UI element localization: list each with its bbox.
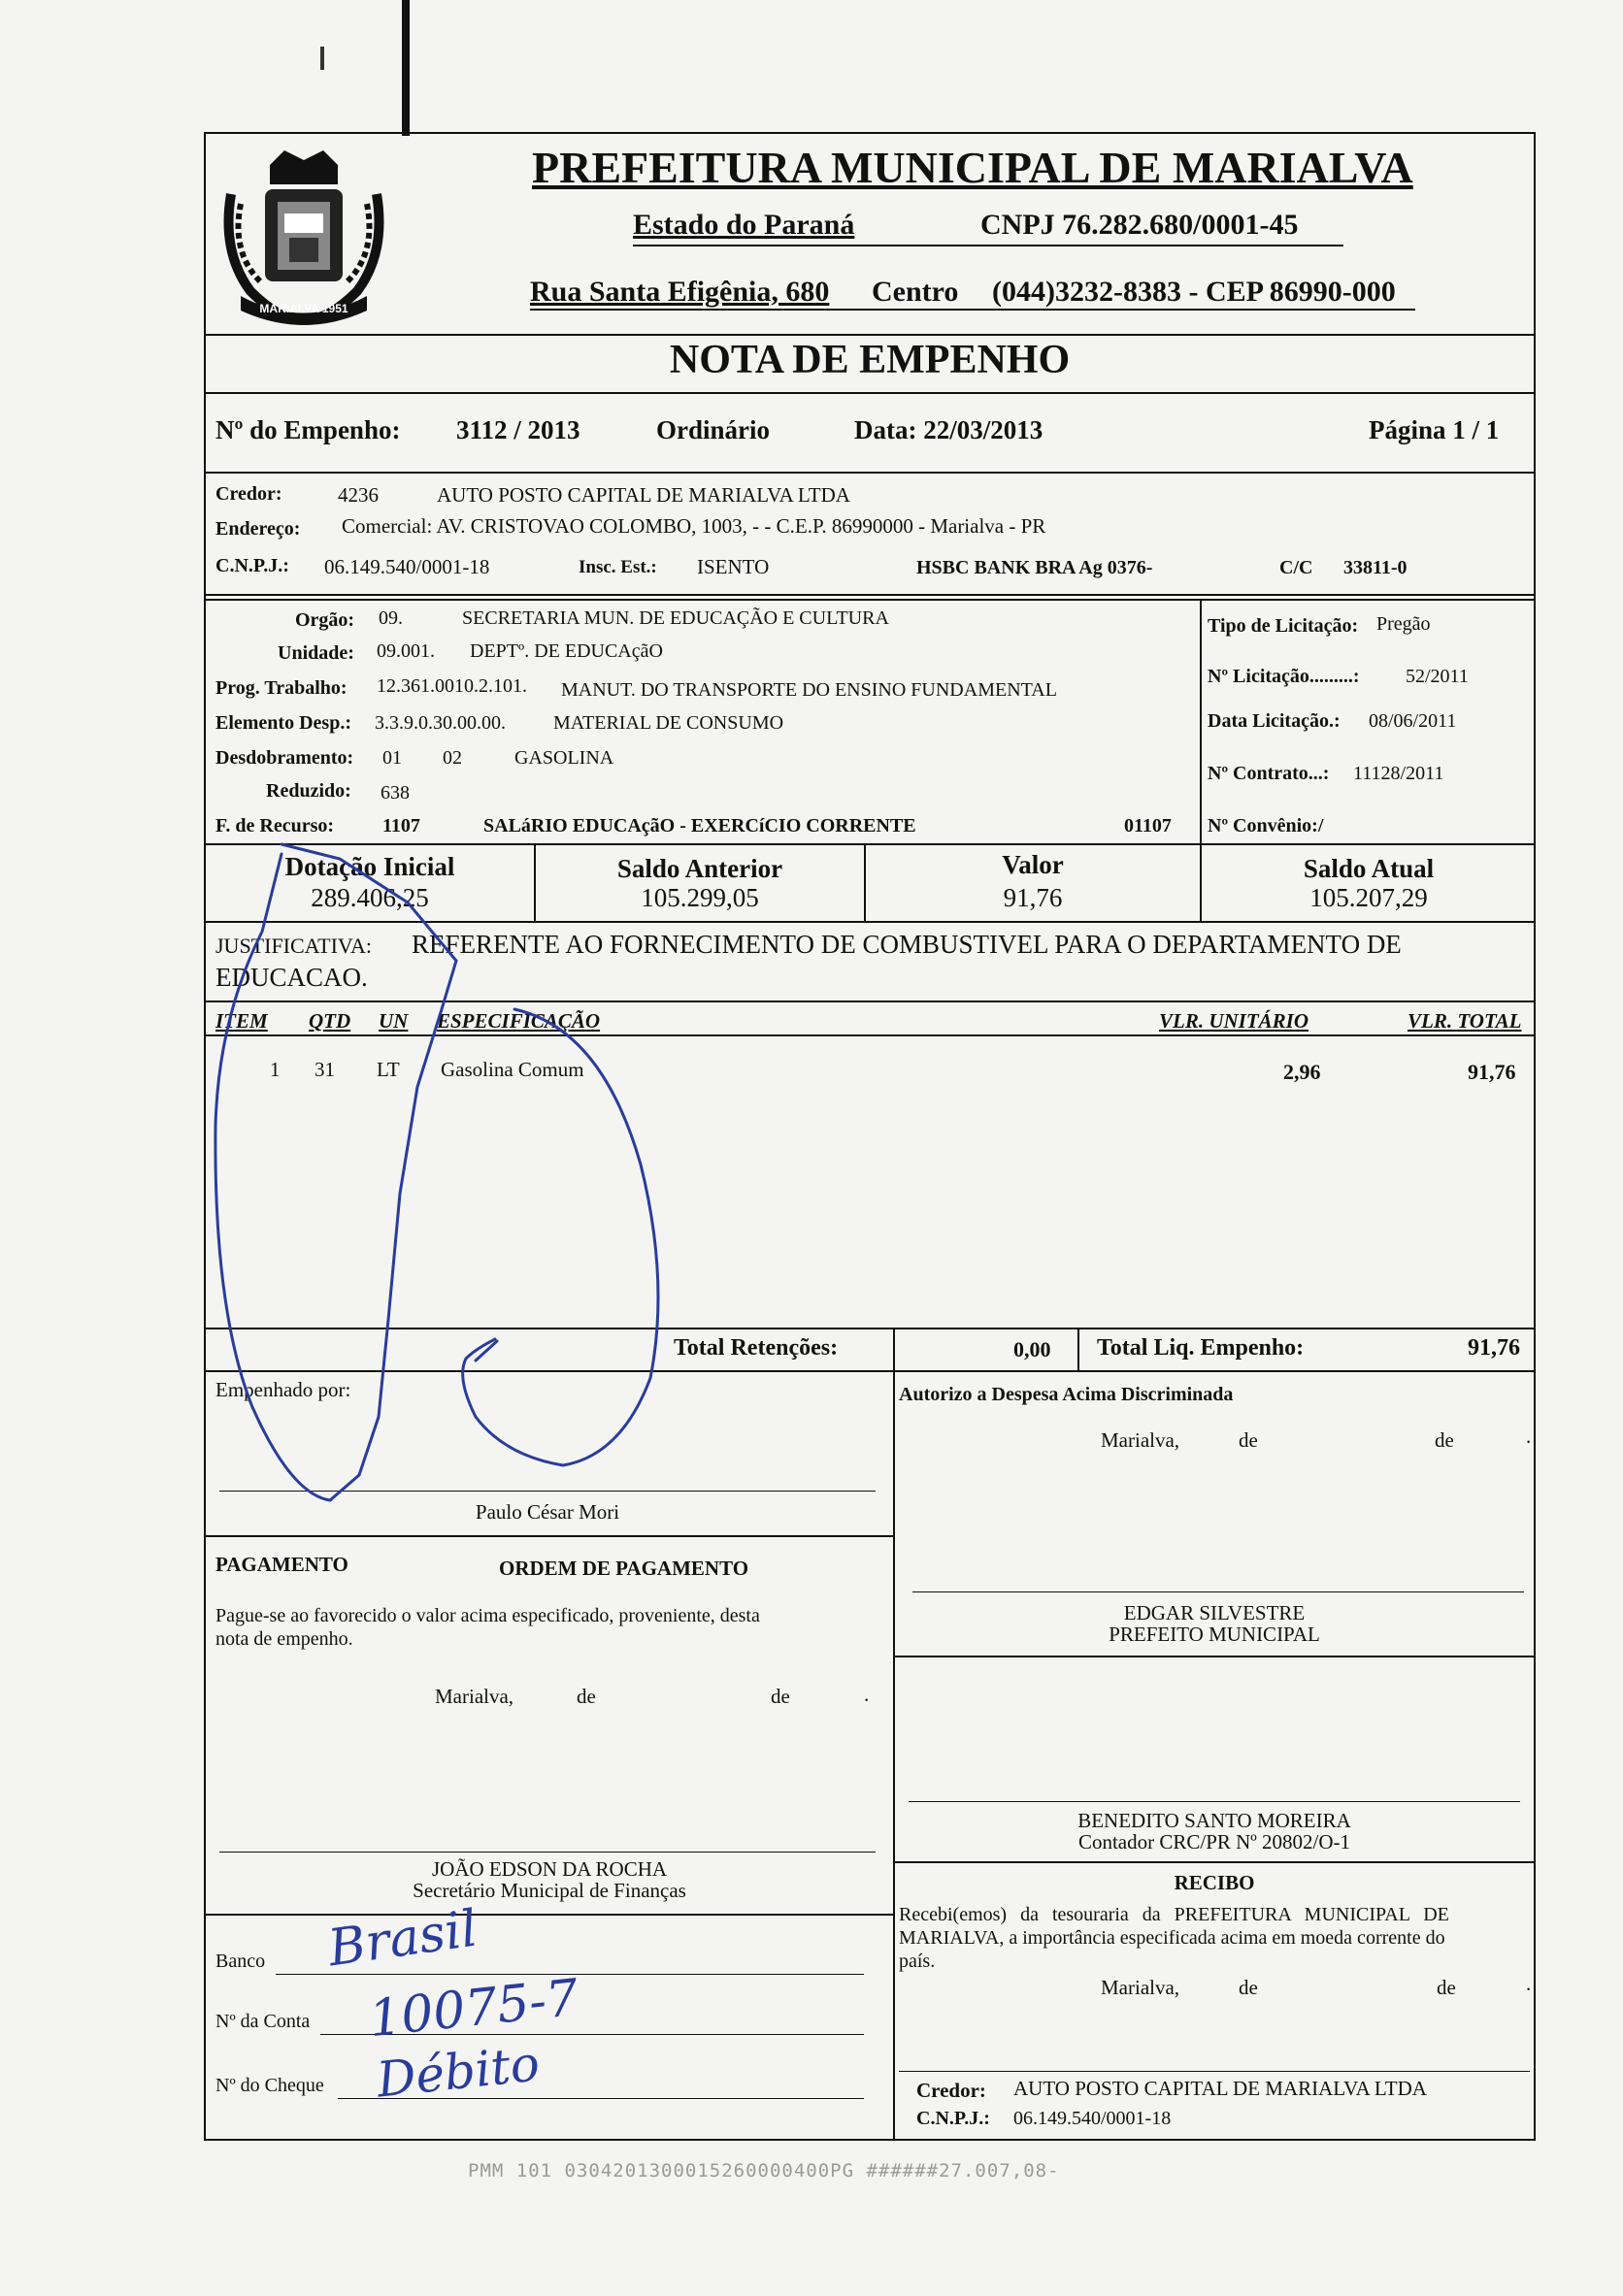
autorizo-label: Autorizo a Despesa Acima Discriminada [899,1384,1234,1405]
saldo-atual-label: Saldo Atual [1303,854,1435,883]
cheque-label: Nº do Cheque [215,2075,324,2096]
banco-handwritten: Brasil [324,1899,481,1979]
empenho-type: Ordinário [656,415,771,444]
autorizo-city: Marialva, [1101,1428,1180,1452]
col-unit-header: VLR. UNITÁRIO [1159,1009,1309,1033]
insc-label: Insc. Est.: [579,557,657,577]
dotacao-inicial-value: 289.406,25 [311,883,429,912]
recibo-cnpj-label: C.N.P.J.: [916,2108,990,2129]
unidade-label: Unidade: [278,642,354,664]
convenio-label: Nº Convênio:/ [1208,815,1324,836]
recibo-text-2: MARIALVA, a importância especificada acima em moeda corrente do [899,1927,1445,1949]
total-liq-label: Total Liq. Empenho: [1097,1335,1305,1361]
row-spec: Gasolina Comum [441,1058,584,1081]
credor-cc: 33811-0 [1343,557,1408,578]
recurso-label: F. de Recurso: [215,815,335,836]
credor-label: Credor: [215,483,282,505]
recibo-label: RECIBO [1174,1871,1255,1894]
recibo-text-3: país. [899,1951,936,1972]
col-un-header: UN [379,1009,409,1033]
cc-label: C/C [1279,557,1313,578]
recibo-de2: de [1437,1976,1456,1999]
conta-label: Nº da Conta [215,2011,311,2032]
contador-role: Contador CRC/PR Nº 20802/O-1 [1077,1830,1351,1853]
total-retencoes-label: Total Retenções: [674,1335,839,1361]
valor-value: 91,76 [1003,883,1063,912]
banco-label: Banco [215,1951,266,1972]
tipo-licitacao-label: Tipo de Licitação: [1208,615,1359,637]
pagamento-text-2: nota de empenho. [215,1628,353,1650]
empenho-number: 3112 / 2013 [456,415,580,444]
recibo-city: Marialva, [1101,1976,1180,1999]
footer-code: PMM 101 0304201300015260000400PG ######27.007,08- [468,2160,1060,2181]
total-liq-value: 91,76 [1468,1335,1520,1361]
header-district: Centro [872,276,959,308]
autorizo-de2: de [1435,1428,1454,1452]
row-total: 91,76 [1468,1060,1516,1084]
cheque-handwritten: Débito [374,2035,543,2109]
recurso-code2: 01107 [1124,815,1172,836]
row-unit: 2,96 [1283,1060,1321,1084]
pagamento-text-1: Pague-se ao favorecido o valor acima especificado, proveniente, desta [215,1605,760,1626]
elemento-name: MATERIAL DE CONSUMO [553,712,784,734]
pagamento-city: Marialva, [435,1685,514,1708]
credor-insc: ISENTO [697,555,770,578]
header-state: Estado do Paraná [633,209,855,241]
elemento-code: 3.3.9.0.30.00.00. [375,712,506,734]
unidade-code: 09.001. [377,640,435,662]
empenhado-label: Empenhado por: [215,1378,351,1401]
ordem-pagamento-label: ORDEM DE PAGAMENTO [499,1557,749,1580]
desdobramento-a: 01 [382,747,402,769]
desdobramento-name: GASOLINA [514,747,614,769]
empenho-label: Nº do Empenho: [215,415,401,444]
prog-name: MANUT. DO TRANSPORTE DO ENSINO FUNDAMENTAL [561,679,1057,701]
data-licitacao-value: 08/06/2011 [1369,710,1457,732]
pagamento-de1: de [577,1685,596,1708]
saldo-atual-value: 105.207,29 [1309,883,1428,912]
justificativa-label: JUSTIFICATIVA: [215,934,372,958]
desdobramento-b: 02 [443,747,462,769]
num-licitacao-value: 52/2011 [1406,666,1469,687]
recibo-cnpj-value: 06.149.540/0001-18 [1013,2108,1172,2129]
total-retencoes-value: 0,00 [1013,1337,1051,1361]
doc-title: NOTA DE EMPENHO [669,338,1071,382]
autorizo-dot: . [1526,1425,1532,1448]
credor-code: 4236 [338,483,379,507]
credor-cnpj: 06.149.540/0001-18 [324,555,490,578]
seal-ribbon-text: MARIALVA 1951 [259,302,348,315]
col-item-header: ITEM [215,1009,268,1033]
recurso-code: 1107 [382,815,420,836]
tipo-licitacao-value: Pregão [1376,613,1431,635]
endereco-label: Endereço: [215,518,301,540]
unidade-name: DEPTº. DE EDUCAçãO [470,640,663,662]
row-qtd: 31 [315,1058,335,1081]
contrato-label: Nº Contrato...: [1208,763,1330,784]
row-item: 1 [270,1058,281,1081]
orgao-code: 09. [379,607,403,629]
prefeito-name: EDGAR SILVESTRE [1123,1601,1306,1624]
credor-address: Comercial: AV. CRISTOVAO COLOMBO, 1003, - - C.E.P. 86990000 - Marialva - PR [342,514,1046,538]
recibo-dot: . [1526,1972,1532,1995]
prefeito-role: PREFEITO MUNICIPAL [1109,1623,1320,1646]
valor-label: Valor [1002,850,1064,879]
orgao-label: Orgão: [295,609,355,631]
cnpj-label: C.N.P.J.: [215,555,289,576]
credor-bank: HSBC BANK BRA Ag 0376- [916,557,1153,578]
prog-code: 12.361.0010.2.101. [377,675,527,697]
secretario-role: Secretário Municipal de Finanças [413,1879,686,1902]
secretario-name: JOÃO EDSON DA ROCHA [431,1857,668,1881]
elemento-label: Elemento Desp.: [215,712,351,734]
contrato-value: 11128/2011 [1353,763,1444,784]
col-total-header: VLR. TOTAL [1408,1009,1522,1033]
num-licitacao-label: Nº Licitação.........: [1208,666,1360,687]
prog-label: Prog. Trabalho: [215,677,348,699]
dotacao-inicial-label: Dotação Inicial [284,852,455,881]
data-licitacao-label: Data Licitação.: [1208,710,1341,732]
empenho-page: Página 1 / 1 [1369,415,1500,444]
desdobramento-label: Desdobramento: [215,747,354,769]
recurso-name: SALáRIO EDUCAçãO - EXERCíCIO CORRENTE [483,815,916,836]
saldo-anterior-label: Saldo Anterior [616,854,783,883]
header-cnpj: CNPJ 76.282.680/0001-45 [980,209,1299,241]
header-title: PREFEITURA MUNICIPAL DE MARIALVA [532,143,1413,192]
contador-name: BENEDITO SANTO MOREIRA [1077,1809,1351,1832]
col-spec-header: ESPECIFICAÇÃO [437,1009,601,1033]
justificativa-text-2: EDUCACAO. [215,963,368,992]
reduzido-value: 638 [381,782,410,804]
recibo-text-1: Recebi(emos) da tesouraria da PREFEITURA MUNICIPAL DE [899,1904,1449,1925]
orgao-name: SECRETARIA MUN. DE EDUCAÇÃO E CULTURA [462,607,889,629]
pagamento-dot: . [864,1683,870,1706]
saldo-anterior-value: 105.299,05 [641,883,759,912]
autorizo-de1: de [1239,1428,1258,1452]
pagamento-de2: de [771,1685,790,1708]
row-un: LT [377,1058,400,1081]
pagamento-label: PAGAMENTO [215,1553,348,1576]
header-address: Rua Santa Efigênia, 680 [530,276,830,308]
recibo-de1: de [1239,1976,1258,1999]
recibo-credor-name: AUTO POSTO CAPITAL DE MARIALVA LTDA [1013,2077,1427,2100]
conta-handwritten: 10075-7 [366,1968,581,2050]
header-phone-cep: (044)3232-8383 - CEP 86990-000 [992,276,1396,308]
recibo-credor-label: Credor: [916,2079,986,2102]
empenho-date: Data: 22/03/2013 [854,415,1043,444]
reduzido-label: Reduzido: [266,780,351,802]
empenhado-signer: Paulo César Mori [475,1500,620,1524]
credor-name: AUTO POSTO CAPITAL DE MARIALVA LTDA [437,483,850,507]
justificativa-text-1: REFERENTE AO FORNECIMENTO DE COMBUSTIVEL PARA O DEPARTAMENTO DE [412,930,1402,959]
col-qtd-header: QTD [309,1009,351,1033]
